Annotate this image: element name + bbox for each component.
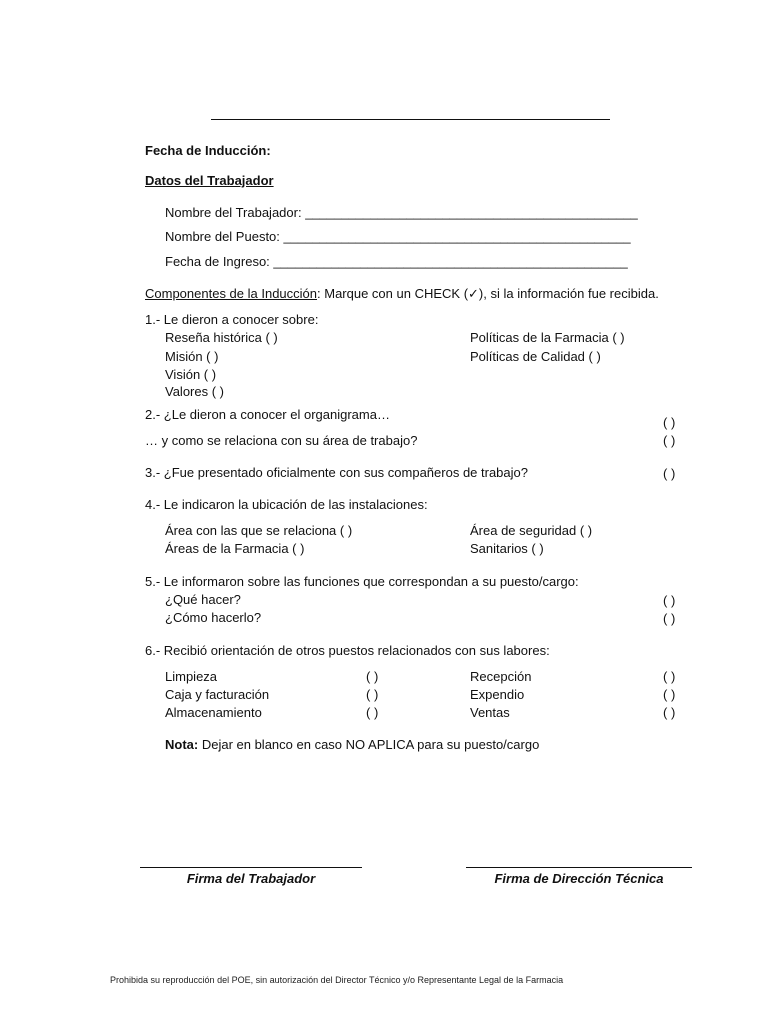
q2-check2[interactable]: ( )	[663, 433, 676, 448]
q2-check1[interactable]: ( )	[663, 415, 676, 430]
q6-item-recepcion: Recepción	[470, 669, 532, 684]
nota-label: Nota:	[165, 737, 199, 752]
footer-notice: Prohibida su reproducción del POE, sin autorización del Director Técnico y/o Representante Legal de la Farmacia	[110, 975, 564, 985]
signature-director-label: Firma de Dirección Técnica	[494, 871, 664, 886]
field-label: Nombre del Trabajador:	[165, 205, 302, 220]
q2-line1: 2.- ¿Le dieron a conocer el organigrama…	[145, 407, 390, 422]
field-label: Fecha de Ingreso:	[165, 254, 270, 269]
q6-check-recepcion[interactable]: ( )	[663, 669, 676, 684]
field-nombre-trabajador[interactable]	[165, 205, 638, 220]
q4-item-areas-farmacia[interactable]: Áreas de la Farmacia ( )	[165, 541, 305, 556]
componentes-instruction	[145, 286, 659, 302]
q3-text: 3.- ¿Fue presentado oficialmente con sus compañeros de trabajo?	[145, 465, 528, 480]
q6-item-caja: Caja y facturación	[165, 687, 270, 702]
signature-line-worker	[140, 867, 362, 868]
q4-item-area-relaciona[interactable]: Área con las que se relaciona ( )	[165, 523, 353, 538]
q6-check-limpieza[interactable]: ( )	[366, 669, 379, 684]
q5-title: 5.- Le informaron sobre las funciones que correspondan a su puesto/cargo:	[145, 574, 579, 589]
datos-trabajador-heading: Datos del Trabajador	[145, 173, 274, 188]
nota	[165, 737, 539, 752]
field-fecha-ingreso[interactable]	[165, 254, 628, 269]
field-label: Nombre del Puesto:	[165, 229, 280, 244]
q6-title: 6.- Recibió orientación de otros puestos relacionados con sus labores:	[145, 643, 550, 658]
title-line	[211, 119, 610, 120]
field-blank: ________________________________________________	[283, 229, 631, 244]
signature-line-director	[466, 867, 692, 868]
fecha-induccion-label: Fecha de Inducción:	[145, 143, 271, 158]
q6-item-limpieza: Limpieza	[165, 669, 218, 684]
q1-item-valores[interactable]: Valores ( )	[165, 384, 224, 399]
q6-check-expendio[interactable]: ( )	[663, 687, 676, 702]
q6-check-caja[interactable]: ( )	[366, 687, 379, 702]
q1-item-vision[interactable]: Visión ( )	[165, 367, 217, 382]
q1-item-mision[interactable]: Misión ( )	[165, 349, 219, 364]
q4-item-area-seguridad[interactable]: Área de seguridad ( )	[470, 523, 593, 538]
q4-item-sanitarios[interactable]: Sanitarios ( )	[470, 541, 544, 556]
q6-item-almacenamiento: Almacenamiento	[165, 705, 262, 720]
componentes-text: : Marque con un CHECK (✓), si la información fue recibida.	[317, 286, 659, 301]
q4-title: 4.- Le indicaron la ubicación de las instalaciones:	[145, 497, 428, 512]
nota-text: Dejar en blanco en caso NO APLICA para su puesto/cargo	[198, 737, 540, 752]
q6-check-ventas[interactable]: ( )	[663, 705, 676, 720]
q1-title: 1.- Le dieron a conocer sobre:	[145, 312, 319, 327]
q1-item-politicas-farmacia[interactable]: Políticas de la Farmacia ( )	[470, 330, 625, 345]
componentes-title: Componentes de la Inducción	[145, 286, 318, 301]
signature-worker-label: Firma del Trabajador	[186, 871, 316, 886]
q5-check-que-hacer[interactable]: ( )	[663, 593, 676, 608]
q1-item-politicas-calidad[interactable]: Políticas de Calidad ( )	[470, 349, 601, 364]
q6-check-almacenamiento[interactable]: ( )	[366, 705, 379, 720]
q5-check-como-hacerlo[interactable]: ( )	[663, 611, 676, 626]
field-blank: _________________________________________________	[273, 254, 628, 269]
q6-item-ventas: Ventas	[470, 705, 510, 720]
q6-item-expendio: Expendio	[470, 687, 525, 702]
q3-check[interactable]: ( )	[663, 466, 676, 481]
field-nombre-puesto[interactable]	[165, 229, 631, 244]
q5-item-como-hacerlo: ¿Cómo hacerlo?	[165, 610, 262, 625]
q2-line2: … y como se relaciona con su área de trabajo?	[145, 433, 418, 448]
q1-item-resena[interactable]: Reseña histórica ( )	[165, 330, 278, 345]
q5-item-que-hacer: ¿Qué hacer?	[165, 592, 241, 607]
field-blank: ______________________________________________	[305, 205, 638, 220]
